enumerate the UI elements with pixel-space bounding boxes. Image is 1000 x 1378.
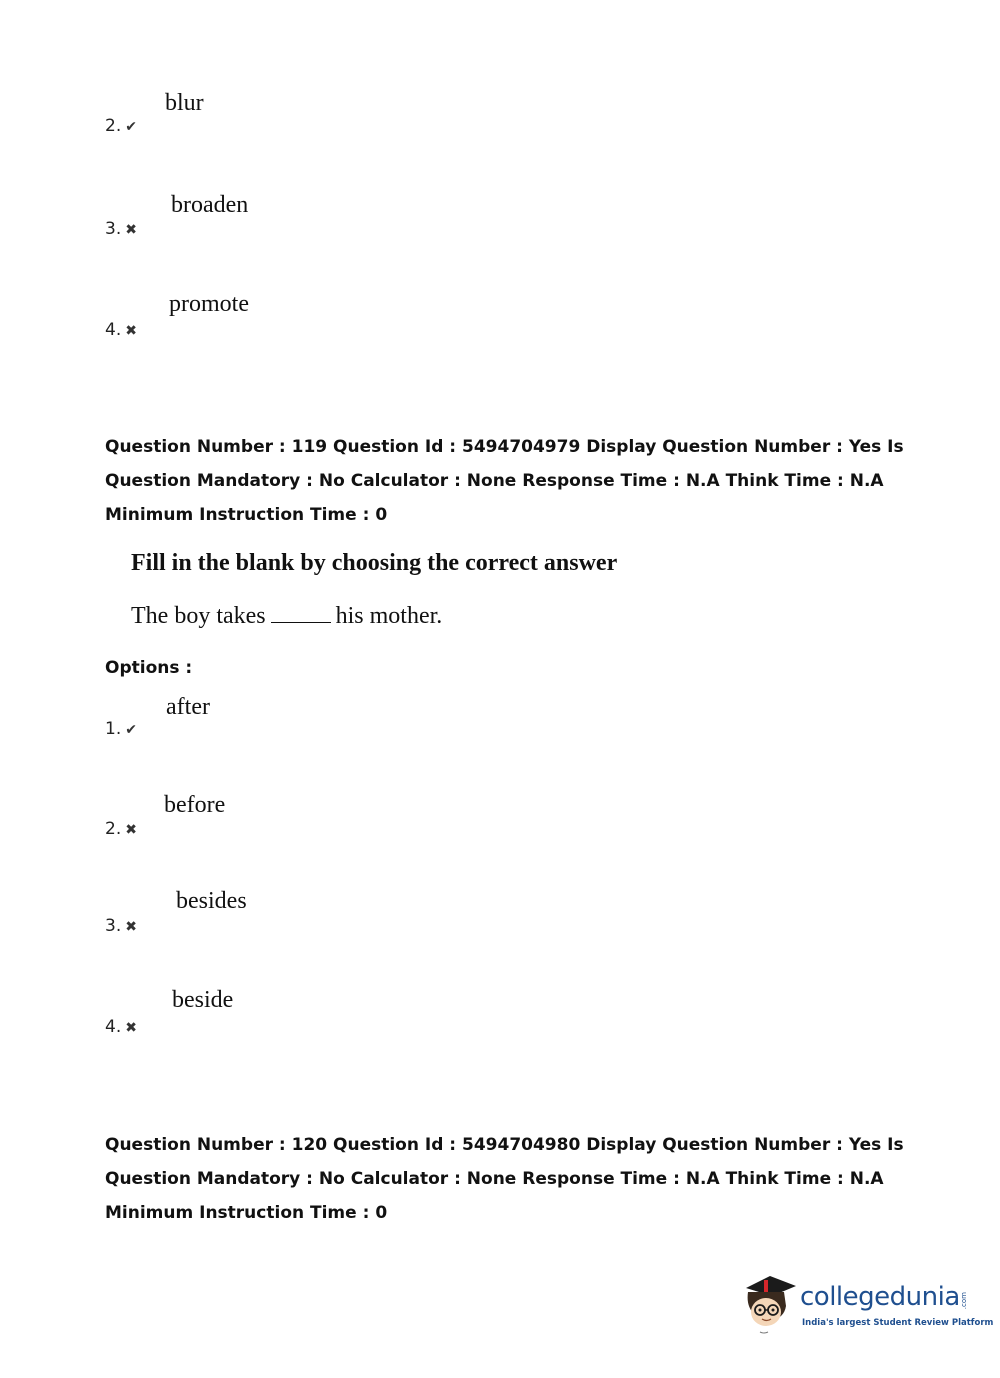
question-body-before: The boy takes [131,603,266,629]
fill-blank [271,604,331,623]
option-number: 2. ✖ [105,819,137,839]
correct-check-icon: ✔ [125,119,137,135]
prev-option-4 [105,293,405,343]
logo-wordmark: collegedunia [800,1282,960,1312]
q119-option-2 [105,794,405,844]
option-text: before [164,792,226,818]
prev-option-2 [105,92,405,142]
question-120-header: Question Number : 120 Question Id : 5494704980 Display Question Number : Yes Is Question Mandatory : No Calculator : None Response Time : N.A Think Time : N.A Minimum Instruction Time : 0 [105,1135,904,1223]
q119-option-3 [105,890,405,940]
wrong-cross-icon: ✖ [125,323,137,339]
wrong-cross-icon: ✖ [125,222,137,238]
logo-domain: .com [960,1292,968,1310]
mascot-icon [740,1270,802,1340]
wrong-cross-icon: ✖ [125,919,137,935]
option-text: blur [165,90,204,116]
option-number: 2. ✔ [105,116,137,136]
question-119-body [131,603,442,630]
option-text: after [166,694,210,720]
question-119-header: Question Number : 119 Question Id : 5494704979 Display Question Number : Yes Is Question Mandatory : No Calculator : None Response Time : N.A Think Time : N.A Minimum Instruction Time : 0 [105,437,904,525]
prev-option-3 [105,194,405,244]
question-body-after: his mother. [335,603,443,629]
options-label: Options : [105,658,193,678]
q119-option-1 [105,696,405,746]
q119-option-4 [105,989,405,1039]
option-number: 4. ✖ [105,320,137,340]
option-text: beside [172,987,234,1013]
option-number: 3. ✖ [105,219,137,239]
option-text: promote [169,291,249,317]
logo-tagline: India's largest Student Review Platform [802,1318,994,1328]
option-number: 4. ✖ [105,1017,137,1037]
collegedunia-logo [740,1270,994,1340]
wrong-cross-icon: ✖ [125,1020,137,1036]
wrong-cross-icon: ✖ [125,822,137,838]
option-number: 3. ✖ [105,916,137,936]
option-text: besides [176,888,247,914]
option-number: 1. ✔ [105,719,137,739]
question-119-title: Fill in the blank by choosing the correct answer [131,550,618,576]
option-text: broaden [171,192,249,218]
correct-check-icon: ✔ [125,722,137,738]
